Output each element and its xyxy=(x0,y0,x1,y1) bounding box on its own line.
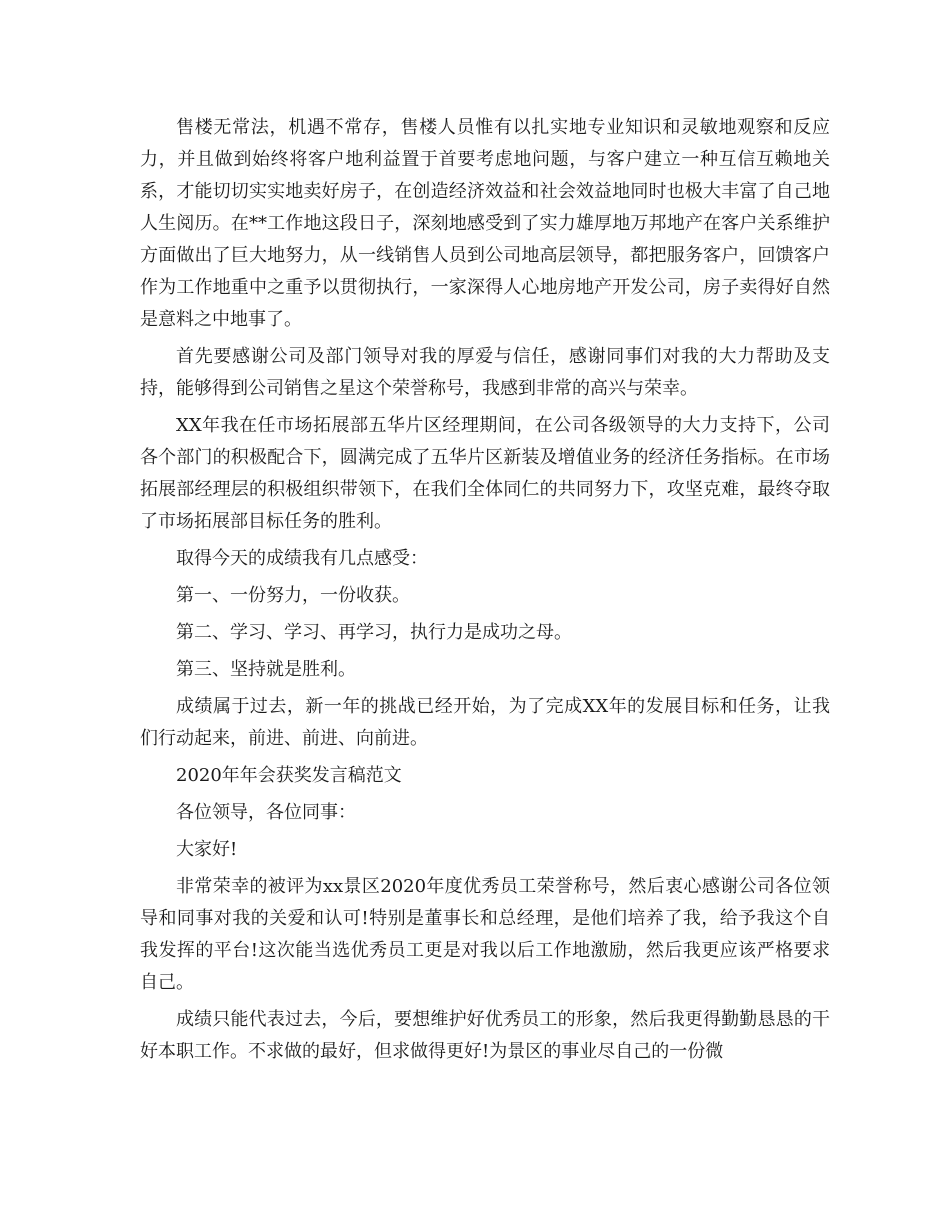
paragraph-thanks-leaders: 首先要感谢公司及部门领导对我的厚爱与信任，感谢同事们对我的大力帮助及支持，能够得到公司销售之星这个荣誉称号，我感到非常的高兴与荣幸。 xyxy=(140,346,830,399)
paragraph-future-work: 成绩只能代表过去，今后，要想维护好优秀员工的形象，然后我更得勤勤恳恳的干好本职工作。不求做的最好，但求做得更好!为景区的事业尽自己的一份微 xyxy=(140,1009,830,1062)
paragraph-new-year-challenge: 成绩属于过去，新一年的挑战已经开始，为了完成XX年的发展目标和任务，让我们行动起来，前进、前进、向前进。 xyxy=(140,696,830,749)
paragraph-greeting: 大家好! xyxy=(176,839,238,860)
paragraph-point-three: 第三、坚持就是胜利。 xyxy=(176,659,356,680)
document-body xyxy=(140,112,830,1068)
paragraph-point-two: 第二、学习、学习、再学习，执行力是成功之母。 xyxy=(176,622,572,643)
paragraph-point-one: 第一、一份努力，一份收获。 xyxy=(176,585,410,606)
section-heading: 2020年年会获奖发言稿范文 xyxy=(176,765,402,786)
paragraph-honored: 非常荣幸的被评为xx景区2020年度优秀员工荣誉称号，然后衷心感谢公司各位领导和同事对我的关爱和认可!特别是董事长和总经理，是他们培养了我，给予我这个自我发挥的平台!这次能当选优秀员工更是对我以后工作地激励，然后我更应该严格要求自己。 xyxy=(140,876,830,993)
paragraph-salutation: 各位领导，各位同事： xyxy=(176,802,356,823)
paragraph-feelings-intro: 取得今天的成绩我有几点感受： xyxy=(176,548,428,569)
paragraph-market-expansion: XX年我在任市场拓展部五华片区经理期间，在公司各级领导的大力支持下，公司各个部门的积极配合下，圆满完成了五华片区新装及增值业务的经济任务指标。在市场拓展部经理层的积极组织带领下，在我们全体同仁的共同努力下，攻坚克难，最终夺取了市场拓展部目标任务的胜利。 xyxy=(140,415,830,532)
paragraph-sales-philosophy: 售楼无常法，机遇不常存，售楼人员惟有以扎实地专业知识和灵敏地观察和反应力，并且做到始终将客户地利益置于首要考虑地问题，与客户建立一种互信互赖地关系，才能切切实实地卖好房子，在创造经济效益和社会效益地同时也极大丰富了自己地人生阅历。在**工作地这段日子，深刻地感受到了实力雄厚地万邦地产在客户关系维护方面做出了巨大地努力，从一线销售人员到公司地高层领导，都把服务客户，回馈客户作为工作地重中之重予以贯彻执行，一家深得人心地房地产开发公司，房子卖得好自然是意料之中地事了。 xyxy=(140,117,830,330)
